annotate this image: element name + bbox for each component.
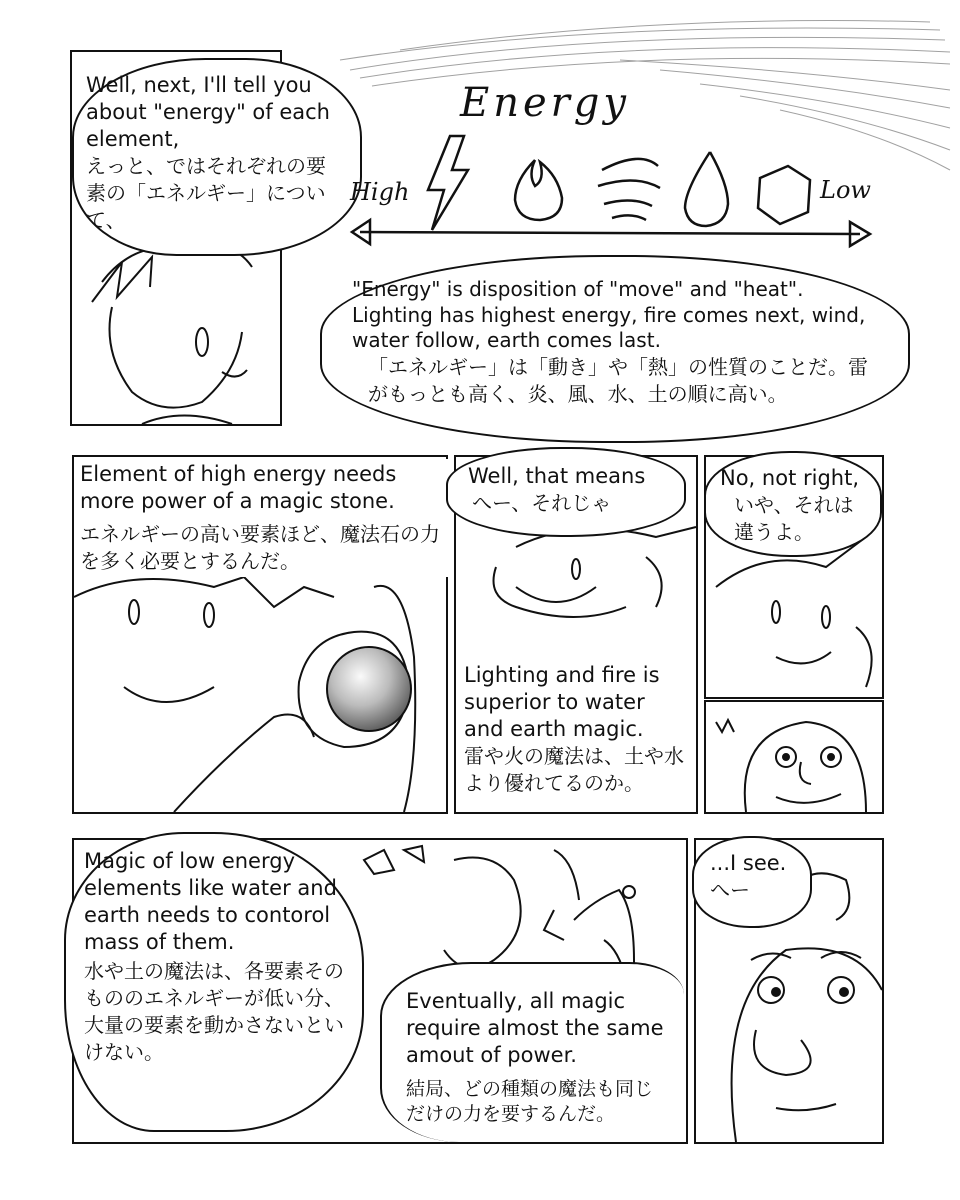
panel-7 bbox=[72, 838, 688, 1144]
panel-6 bbox=[704, 700, 884, 814]
earth-icon bbox=[758, 166, 810, 224]
fire-icon bbox=[515, 160, 562, 220]
wind-icon bbox=[598, 159, 660, 220]
panel-3 bbox=[72, 455, 448, 814]
bubble-text-en: Well, that means bbox=[468, 464, 646, 488]
lightning-icon bbox=[428, 136, 468, 230]
bubble-text-en: Magic of low energy elements like water and earth needs to contorol mass of them. bbox=[84, 849, 337, 954]
caption-text-en: Lighting and fire is superior to water and earth magic. bbox=[464, 663, 660, 741]
speech-bubble bbox=[72, 58, 362, 256]
low-label: Low bbox=[820, 176, 871, 204]
panel-4 bbox=[454, 455, 698, 814]
caption-box bbox=[464, 662, 690, 797]
energy-label: Energy bbox=[460, 80, 630, 126]
panel-2-bubble bbox=[320, 255, 910, 443]
bubble-text-jp: へー、それじゃ bbox=[472, 490, 612, 515]
panel-1 bbox=[70, 50, 330, 426]
caption-text-en: Element of high energy needs more power of a magic stone. bbox=[80, 462, 397, 513]
caption-box bbox=[78, 459, 448, 577]
bubble-text-en: ...I see. bbox=[710, 851, 787, 875]
caption-bubble bbox=[380, 962, 684, 1142]
high-label: High bbox=[350, 178, 410, 206]
panel-8 bbox=[694, 838, 884, 1144]
energy-scale bbox=[340, 70, 900, 270]
scale-icons bbox=[340, 70, 900, 270]
bubble-text-jp: 水や土の魔法は、各要素そのもののエネルギーが低い分、大量の要素を動かさないといけない。 bbox=[84, 958, 344, 1064]
bubble-text-en: Well, next, I'll tell you about "energy" of each element, bbox=[86, 73, 330, 151]
caption-text-jp: 雷や火の魔法は、土や水より優れてるのか。 bbox=[464, 743, 684, 795]
speech-bubble bbox=[64, 832, 364, 1132]
caption-text-jp: 結局、どの種類の魔法も同じだけの力を要するんだ。 bbox=[406, 1077, 654, 1126]
bubble-text-jp: へー bbox=[710, 877, 750, 902]
bubble-text-en: No, not right, bbox=[720, 466, 859, 490]
caption-text-jp: エネルギーの高い要素ほど、魔法石の力を多く必要とするんだ。 bbox=[80, 521, 440, 573]
water-icon bbox=[685, 152, 728, 226]
magic-stone bbox=[327, 647, 411, 731]
bubble-text-jp: 「エネルギー」は「動き」や「熱」の性質のことだ。雷がもっとも高く、炎、風、水、土の順に高い。 bbox=[368, 354, 868, 406]
bubble-text-en: "Energy" is disposition of "move" and "heat". Lighting has highest energy, fire comes next, wind, water follow, earth comes last. bbox=[352, 277, 866, 353]
bubble-text-jp: えっと、ではそれぞれの要素の「エネルギー」について、 bbox=[86, 153, 326, 232]
speech-bubble bbox=[692, 836, 812, 928]
caption-text-en: Eventually, all magic require almost the same amout of power. bbox=[406, 989, 664, 1067]
bubble-text-jp: いや、それは違うよ。 bbox=[734, 492, 854, 544]
panel-5 bbox=[704, 455, 884, 699]
speech-bubble bbox=[446, 447, 686, 537]
speech-bubble bbox=[704, 451, 882, 557]
surprised-friend-art bbox=[706, 702, 882, 812]
